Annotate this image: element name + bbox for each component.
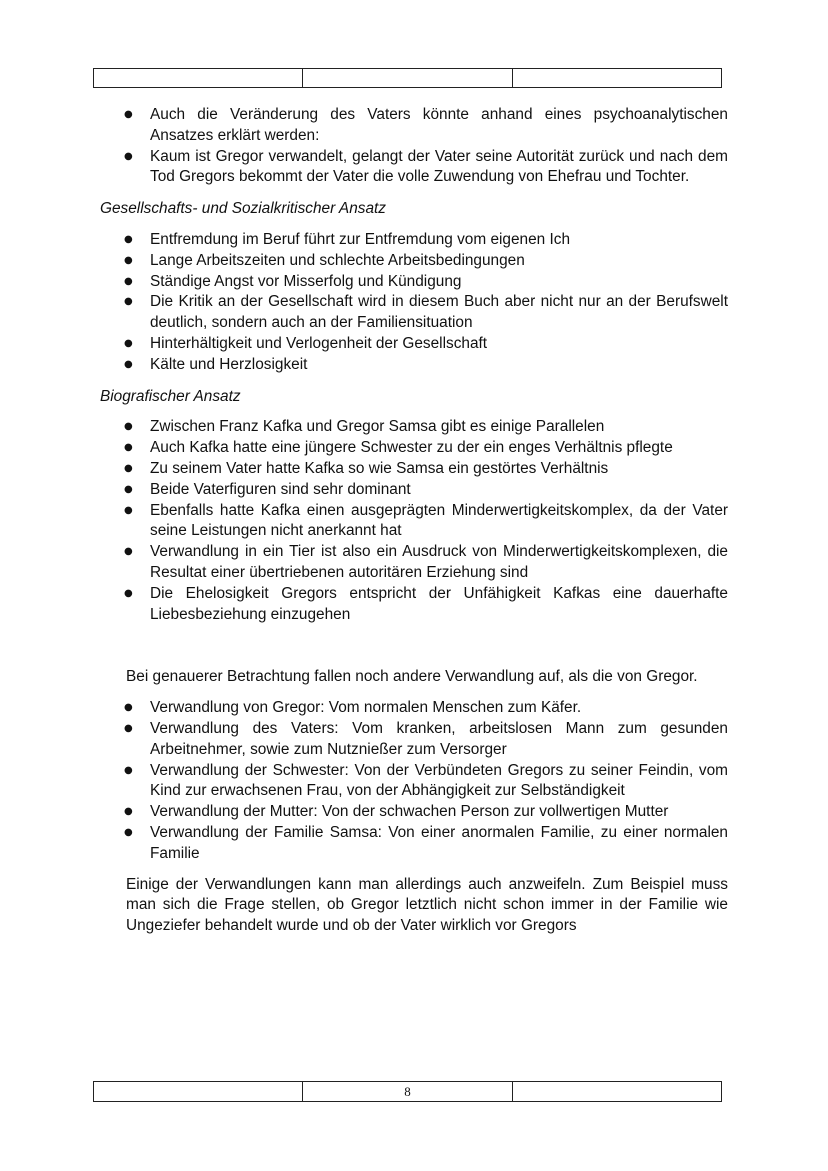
page-number: 8 — [303, 1082, 512, 1102]
section-heading-social: Gesellschafts- und Sozialkritischer Ansatz — [100, 200, 386, 218]
page-content — [100, 105, 728, 937]
section-heading-bio: Biografischer Ansatz — [100, 387, 241, 405]
header-cell-center — [303, 69, 512, 88]
social-critique-list — [100, 230, 728, 376]
header-table — [93, 68, 722, 88]
footer-cell-left — [94, 1082, 303, 1102]
list-item: ● Die Ehelosigkeit Gregors entspricht der Unfähigkeit Kafkas eine dauerhafte Liebesbeziehung einzugehen — [150, 584, 728, 626]
list-item: ● Hinterhältigkeit und Verlogenheit der Gesellschaft — [150, 334, 728, 355]
list-item: ● Ständige Angst vor Misserfolg und Kündigung — [150, 272, 728, 293]
list-item: ● Lange Arbeitszeiten und schlechte Arbeitsbedingungen — [150, 251, 728, 272]
header-cell-right — [512, 69, 721, 88]
intro-paragraph: Bei genauerer Betrachtung fallen noch andere Verwandlung auf, als die von Gregor. — [126, 668, 698, 686]
list-item: ● Auch Kafka hatte eine jüngere Schwester zu der ein enges Verhältnis pflegte — [150, 438, 728, 459]
footer-cell-right — [512, 1082, 721, 1102]
closing-paragraph: Einige der Verwandlungen kann man allerdings auch anzweifeln. Zum Beispiel muss man sich die Frage stellen, ob Gregor letztlich nicht schon immer in der Familie wie Ungeziefer behandelt wurde und ob der Vater wirklich vor Gregors — [126, 875, 728, 935]
biographical-list — [100, 417, 728, 625]
list-item: ● Entfremdung im Beruf führt zur Entfremdung vom eigenen Ich — [150, 230, 728, 251]
list-item: ● Beide Vaterfiguren sind sehr dominant — [150, 480, 728, 501]
list-item: ● Kälte und Herzlosigkeit — [150, 355, 728, 376]
spacer — [100, 625, 728, 667]
list-item: ● Verwandlung der Schwester: Von der Verbündeten Gregors zu seiner Feindin, vom Kind zur erwachsenen Frau, von der Abhängigkeit zur Selbständigkeit — [150, 761, 728, 803]
list-item: ● Auch die Veränderung des Vaters könnte anhand eines psychoanalytischen Ansatzes erklärt werden: — [150, 105, 728, 147]
psychoanalytic-list — [100, 105, 728, 188]
list-item: ● Verwandlung der Familie Samsa: Von einer anormalen Familie, zu einer normalen Familie — [150, 823, 728, 865]
list-item: ● Verwandlung in ein Tier ist also ein Ausdruck von Minderwertigkeitskomplexen, die Resultat einer übertriebenen autoritären Erziehung sind — [150, 542, 728, 584]
footer-table — [93, 1081, 722, 1102]
list-item: ● Verwandlung des Vaters: Vom kranken, arbeitslosen Mann zum gesunden Arbeitnehmer, sowie zum Nutznießer zum Versorger — [150, 719, 728, 761]
list-item: ● Ebenfalls hatte Kafka einen ausgeprägten Minderwertigkeitskomplex, da der Vater seine Leistungen nicht anerkannt hat — [150, 501, 728, 543]
header-cell-left — [94, 69, 303, 88]
list-item: ● Die Kritik an der Gesellschaft wird in diesem Buch aber nicht nur an der Berufswelt deutlich, sondern auch an der Familiensituation — [150, 292, 728, 334]
list-item: ● Verwandlung der Mutter: Von der schwachen Person zur vollwertigen Mutter — [150, 802, 728, 823]
list-item: ● Verwandlung von Gregor: Vom normalen Menschen zum Käfer. — [150, 698, 728, 719]
list-item: ● Zwischen Franz Kafka und Gregor Samsa gibt es einige Parallelen — [150, 417, 728, 438]
list-item: ● Kaum ist Gregor verwandelt, gelangt der Vater seine Autorität zurück und nach dem Tod Gregors bekommt der Vater die volle Zuwendung von Ehefrau und Tochter. — [150, 147, 728, 189]
list-item: ● Zu seinem Vater hatte Kafka so wie Samsa ein gestörtes Verhältnis — [150, 459, 728, 480]
transformations-list — [100, 698, 728, 864]
